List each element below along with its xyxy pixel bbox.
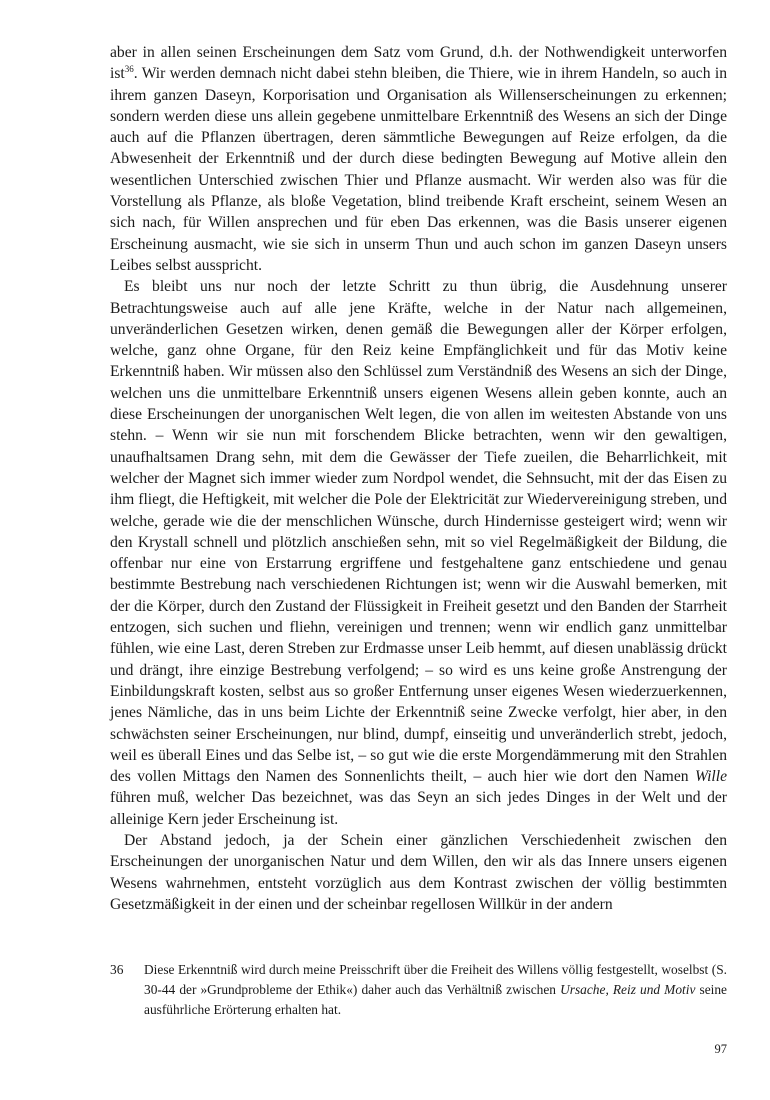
footnote-number: 36 bbox=[110, 962, 124, 977]
emphasis-wille: Wille bbox=[694, 768, 727, 786]
paragraph-1 bbox=[110, 42, 727, 276]
text-run: Diese Erkenntniß wird durch meine Preisschrift über die Freiheit des Willens völlig festgestellt, woselbst (S. 30-44 der »Grundprobleme der Ethik«) daher auch das Verhältniß zwischen bbox=[144, 962, 727, 997]
emphasis-terms: Ursache, Reiz und Motiv bbox=[560, 982, 696, 997]
body-text bbox=[110, 42, 727, 915]
paragraph-2 bbox=[110, 276, 727, 830]
footnote bbox=[110, 960, 727, 1020]
page-number: 97 bbox=[714, 1042, 727, 1056]
text-run: . Wir werden demnach nicht dabei stehn bleiben, die Thiere, wie in ihrem Handeln, so auch in ihrem ganzen Daseyn, Korporisation und Organisation als Willenserscheinungen zu erkennen; sondern werden diese uns allein gegebene unmittelbare Erkenntniß des Wesens an sich der Dinge auch auf die Pflanzen übertragen, deren sämmtliche Bewegungen auf Reize erfolgen, da die Abwesenheit der Erkenntniß und der durch diese bedingten Bewegung auf Motive allein den wesentlichen Unterschied zwischen Thier und Pflanze ausmacht. Wir werden also was für die Vorstellung als Pflanze, als bloße Vegetation, blind treibende Kraft erscheint, seinem Wesen an sich nach, für Willen ansprechen und für eben Das erkennen, was die Basis unserer eigenen Erscheinung ausmacht, wie sie sich in unserm Thun und auch schon im ganzen Daseyn unsers Leibes selbst ausspricht. bbox=[110, 65, 727, 274]
text-run: Der Abstand jedoch, ja der Schein einer gänzlichen Verschiedenheit zwischen den Erscheinungen der unorganischen Natur und dem Willen, den wir als das Innere unsers eigenen Wesens wahrnehmen, entsteht vorzüglich aus dem Kontrast zwischen der völlig bestimmten Gesetzmäßigkeit in der einen und der scheinbar regellosen Willkür in der andern bbox=[110, 831, 727, 913]
paragraph-3 bbox=[110, 830, 727, 915]
text-run: seine ausführliche Erörterung erhalten hat. bbox=[144, 982, 727, 1017]
footnote-text bbox=[144, 960, 727, 1020]
text-run: aber in allen seinen Erscheinungen dem Satz vom Grund, d.h. der Nothwendigkeit unterworfen ist bbox=[110, 44, 727, 83]
text-run: Es bleibt uns nur noch der letzte Schritt zu thun übrig, die Ausdehnung unserer Betrachtungsweise auch auf alle jene Kräfte, welche in der Natur nach allgemeinen, unveränderlichen Gesetzen wirken, denen gemäß die Bewegungen aller der Körper erfolgen, welche, ganz ohne Organe, für den Reiz keine Empfänglichkeit und für das Motiv keine Erkenntniß haben. Wir müssen also den Schlüssel zum Verständniß des Wesens an sich der Dinge, welchen uns die unmittelbare Erkenntniß unsers eigenen Wesens allein geben konnte, auch an diese Erscheinungen der unorganischen Welt legen, die von allen im weitesten Abstande von uns stehn. – Wenn wir sie nun mit forschendem Blicke betrachten, wenn wir den gewaltigen, unaufhaltsamen Drang sehn, mit dem die Gewässer der Tiefe zueilen, die Beharrlichkeit, mit welcher der Magnet sich immer wieder zum Nordpol wendet, die Sehnsucht, mit der das Eisen zu ihm fliegt, die Heftigkeit, mit welcher die Pole der Elektricität zur Wiedervereinigung streben, und welche, gerade wie die der menschlichen Wünsche, durch Hindernisse gesteigert wird; wenn wir den Krystall schnell und plötzlich anschießen sehn, mit so viel Regelmäßigkeit der Bildung, die offenbar nur eine von Erstarrung ergriffene und festgehaltene ganz entschiedene und genau bestimmte Bestrebung nach verschiedenen Richtungen ist; wenn wir die Auswahl bemerken, mit der die Körper, durch den Zustand der Flüssigkeit in Freiheit gesetzt und den Banden der Starrheit entzogen, sich suchen und fliehn, vereinigen und trennen; wenn wir endlich ganz unmittelbar fühlen, wie eine Last, deren Streben zur Erdmasse unser Leib hemmt, auf diesen unablässig drückt und drängt, ihre einzige Bestrebung verfolgend; – so wird es uns keine große Anstrengung der Einbildungskraft kosten, selbst aus so großer Entfernung unser eigenes Wesen wiederzuerkennen, jenes Nämliche, das in uns beim Lichte der Erkenntniß seine Zwecke verfolgt, hier aber, in den schwächsten seiner Erscheinungen, nur blind, dumpf, einseitig und unveränderlich strebt, jedoch, weil es überall Eines und das Selbe ist, – so gut wie die erste Morgendämmerung mit den Strahlen des vollen Mittags den Namen des Sonnenlichts theilt, – auch hier wie dort den Namen bbox=[110, 278, 727, 786]
footnote-reference: 36 bbox=[124, 64, 134, 75]
text-run: führen muß, welcher Das bezeichnet, was das Seyn an sich jedes Dinges in der Welt und der alleinige Kern jeder Erscheinung ist. bbox=[110, 789, 727, 828]
